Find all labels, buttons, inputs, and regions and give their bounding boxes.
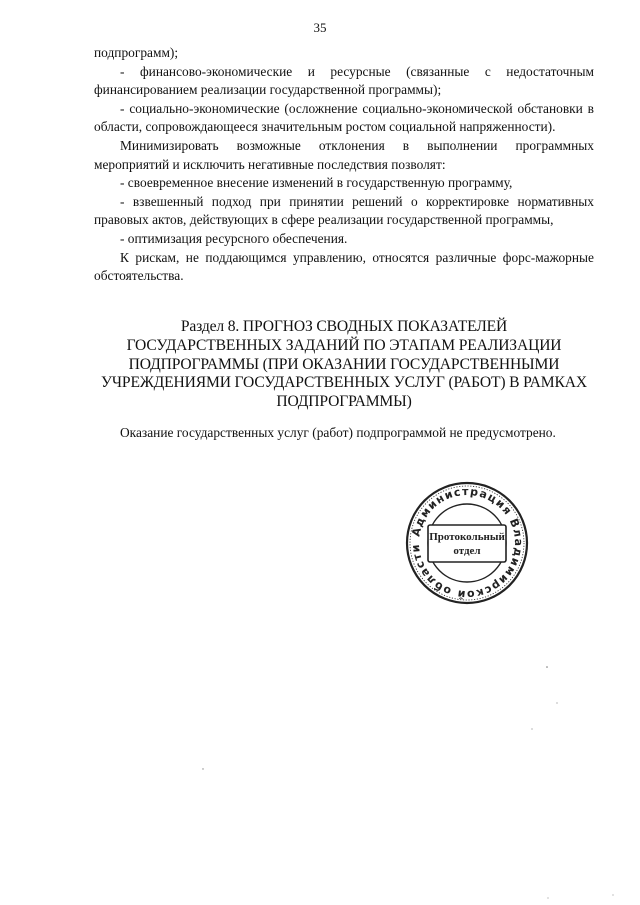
page-number: 35 bbox=[313, 20, 327, 35]
measure-item-approach: - взвешенный подход при принятии решений о корректировке нормативных правовых актов, действующих в сфере реализации государственной программы, bbox=[94, 193, 594, 228]
section-heading bbox=[94, 318, 594, 412]
heading-line: ПОДПРОГРАММЫ) bbox=[276, 393, 412, 411]
final-paragraph-block bbox=[94, 424, 594, 443]
heading-line: Раздел 8. ПРОГНОЗ СВОДНЫХ ПОКАЗАТЕЛЕЙ bbox=[180, 318, 508, 335]
measure-item-resources: - оптимизация ресурсного обеспечения. bbox=[120, 230, 348, 246]
heading-line: ПОДПРОГРАММЫ (ПРИ ОКАЗАНИИ ГОСУДАРСТВЕННЫМИ bbox=[128, 355, 560, 373]
stamp-center-line-1: Протокольный bbox=[429, 531, 505, 543]
measure-item-changes: - своевременное внесение изменений в государственную программу, bbox=[120, 175, 513, 191]
paragraph-minimize: Минимизировать возможные отклонения в выполнении программных мероприятий и исключить негативные последствия позволят: bbox=[94, 137, 594, 172]
heading-line: УЧРЕЖДЕНИЯМИ ГОСУДАРСТВЕННЫХ УСЛУГ (РАБОТ) В РАМКАХ bbox=[101, 374, 587, 392]
stamp-seal-icon bbox=[402, 478, 532, 608]
stamp-center-line-2: отдел bbox=[453, 545, 481, 557]
final-paragraph: Оказание государственных услуг (работ) подпрограммой не предусмотрено. bbox=[120, 425, 556, 440]
paragraph-force-majeure: К рискам, не поддающимся управлению, относятся различные форс-мажорные обстоятельства. bbox=[94, 249, 594, 284]
official-stamp bbox=[402, 478, 532, 608]
risk-item-social: - социально-экономические (осложнение социально-экономической обстановки в области, сопровождающееся значительным ростом социальной напряженности). bbox=[94, 100, 594, 135]
paragraph-line: подпрограмм); bbox=[94, 45, 179, 60]
stamp-ring-text: Администрация Владимирской области bbox=[408, 484, 526, 602]
risk-item-financial: - финансово-экономические и ресурсные (связанные с недостаточным финансированием реализации государственной программы); bbox=[94, 63, 594, 98]
body-text bbox=[94, 44, 594, 286]
heading-line: ГОСУДАРСТВЕННЫХ ЗАДАНИЙ ПО ЭТАПАМ РЕАЛИЗАЦИИ bbox=[126, 336, 562, 354]
